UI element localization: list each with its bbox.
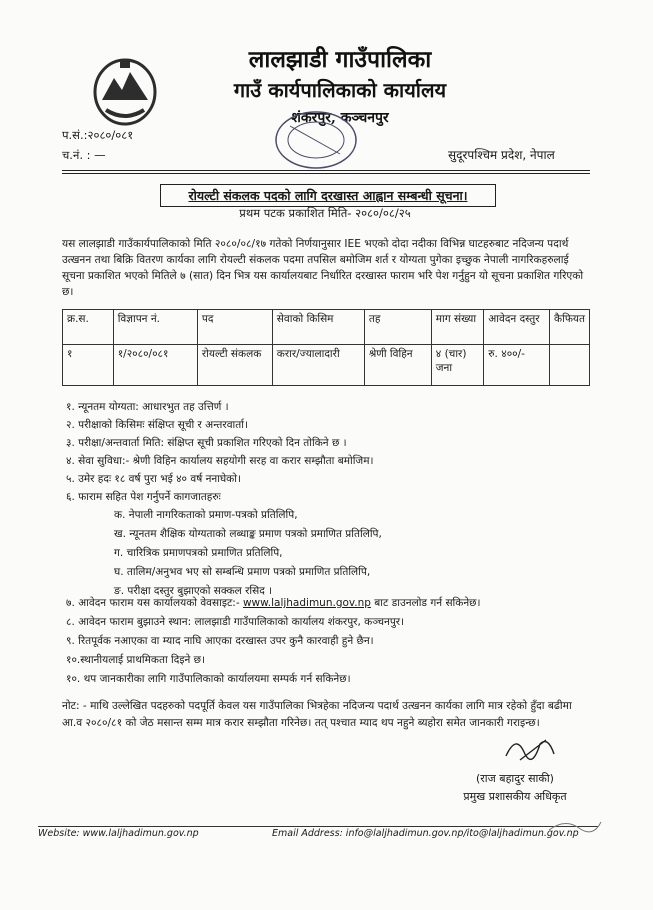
footnote: नोट: - माथि उल्लेखित पदहरुको पदपूर्ति केवल यस गाउँपालिका भित्रहेका नदिजन्य पदार्थ उत्खनन कार्यका लागि मात्र रहेको हुँदा बढीमा आ.व २०८०/८१ को जेठ मसान्त सम्म मात्र करार सम्झौता गरिनेछ। तत् पश्चात म्याद थप नहुने ब्यहोरा समेत जानकारी गराइन्छ। — [62, 700, 572, 729]
list-item: घ. तालिम/अनुभव भए सो सम्बन्धि प्रमाण पत्रको प्रमाणित प्रतिलिपि, — [114, 566, 371, 578]
list-item: १. न्यूनतम योग्यता: आधारभुत तह उत्तिर्ण । — [66, 401, 229, 413]
table-header-cell: आवेदन दस्तुर — [484, 310, 550, 345]
list-item: १०. थप जानकारीका लागि गाउँपालिकाको कार्यालयमा सम्पर्क गर्न सकिनेछ। — [66, 673, 351, 685]
municipality-emblem — [92, 52, 158, 128]
footer-divider — [38, 826, 598, 827]
table-header-cell: कैफियत — [550, 310, 590, 345]
table-cell: रोयल्टी संकलक — [197, 345, 272, 386]
signatory-name: (राज बहादुर साकी) — [476, 772, 554, 785]
list-item: २. परीक्षाको किसिमः संक्षिप्त सूची र अन्तरवार्ता। — [66, 419, 248, 431]
table-cell: १ — [63, 345, 114, 386]
dispatch-number: च.नं. : — — [62, 148, 106, 162]
list-item: ९. रितपूर्वक नआएका वा म्याद नाघि आएका दरखास्त उपर कुनै कारवाही हुने छैन। — [66, 635, 374, 647]
signatory-designation: प्रमुख प्रशासकीय अधिकृत — [463, 790, 567, 803]
header-divider — [62, 170, 590, 171]
list-item: ६. फाराम सहित पेश गर्नुपर्ने कागजातहरुः — [66, 491, 221, 503]
list-item: ग. चारित्रिक प्रमाणपत्रको प्रमाणित प्रतिलिपि, — [114, 547, 283, 559]
signatory-block — [440, 770, 590, 806]
stamp-smudge — [545, 816, 605, 836]
table-header-cell: तह — [364, 310, 431, 345]
additional-conditions-list — [66, 594, 481, 689]
table-cell: रु. ४००/- — [484, 345, 550, 386]
table-cell — [550, 345, 590, 386]
list-item: क. नेपाली नागरिकताको प्रमाण-पत्रको प्रतिलिपि, — [114, 509, 298, 521]
notice-title: रोयल्टी संकलक पदको लागि दरखास्त आह्वान सम्बन्धी सूचना। — [160, 184, 496, 207]
table-cell: १/२०८०/०८१ — [113, 345, 197, 386]
province-name: सुदूरपश्चिम प्रदेश, नेपाल — [448, 148, 555, 162]
office-location: शंकरपुर, कञ्चनपुर — [291, 110, 389, 126]
handwritten-signature — [500, 730, 560, 766]
table-row — [63, 345, 590, 386]
list-item: ङ. परीक्षा दस्तुर बुझाएको सक्कल रसिद । — [114, 585, 273, 597]
footer-website[interactable]: Website: www.laljhadimun.gov.np — [38, 828, 199, 839]
table-header-cell: क्र.स. — [63, 310, 114, 345]
table-header-cell: विज्ञापन नं. — [113, 310, 197, 345]
office-seal-stamp — [270, 108, 362, 172]
footer-email[interactable]: Email Address: info@laljhadimun.gov.np/ito@laljhadimun.gov.np — [272, 828, 579, 839]
publication-date: प्रथम पटक प्रकाशित मिति- २०८०/०८/२५ — [239, 206, 411, 220]
list-item: ख. न्यूनतम शैक्षिक योग्यताको लब्धाङ्क प्रमाण पत्रको प्रमाणित प्रतिलिपि, — [114, 528, 382, 540]
table-cell: श्रेणी विहिन — [364, 345, 431, 386]
municipality-title: लालझाडी गाउँपालिका — [248, 46, 432, 73]
required-documents-list — [114, 506, 382, 601]
table-header-cell: पद — [197, 310, 272, 345]
header-divider-double — [62, 173, 590, 174]
table-cell: ४ (चार) जना — [431, 345, 484, 386]
list-item: ५. उमेर हदः १८ वर्ष पुरा भई ४० वर्ष ननाघेको। — [66, 473, 241, 485]
table-header-cell: माग संख्या — [431, 310, 484, 345]
vacancy-table — [62, 309, 590, 386]
list-item — [66, 594, 481, 613]
website-link[interactable]: www.laljhadimun.gov.np — [242, 597, 371, 609]
reference-number: प.सं.:२०८०/०८१ — [62, 128, 134, 142]
table-cell: करार/ज्यालादारी — [272, 345, 364, 386]
table-header-row — [63, 310, 590, 345]
list-item: १०.स्थानीयलाई प्राथमिकता दिइने छ। — [66, 654, 205, 666]
office-subtitle: गाउँ कार्यपालिकाको कार्यालय — [233, 78, 447, 102]
notice-intro-paragraph: यस लालझाडी गाउँकार्यपालिकाको मिति २०८०/०८/१७ गतेको निर्णयानुसार IEE भएको दोदा नदीका विभिन्न घाटहरुबाट नदिजन्य पदार्थ उत्खनन तथा बिक्रि वितरण कार्यका लागि रोयल्टी संकलक पदमा तपसिल बमोजिम शर्त र योग्यता पुगेका इच्छुक नेपाली नागरिकहरुलाई सूचना प्रकाशित भएको मितिले ७ (सात) दिन भित्र यस कार्यालयबाट निर्धारित दरखास्त फाराम भरि पेश गर्नुहुन यो सूचना प्रकाशित गरिएको छ। — [62, 238, 584, 298]
list-item-text: बाट डाउनलोड गर्न सकिनेछ। — [370, 597, 481, 609]
list-item: ४. सेवा सुविधा:- श्रेणी विहिन कार्यालय सहयोगी सरह वा करार सम्झौता बमोजिम। — [66, 455, 374, 467]
list-item: ८. आवेदन फाराम बुझाउने स्थान: लालझाडी गाउँपालिकाको कार्यालय शंकरपुर, कञ्चनपुर। — [66, 616, 405, 628]
table-header-cell: सेवाको किसिम — [272, 310, 364, 345]
conditions-list — [66, 398, 594, 506]
list-item-text: ७. आवेदन फाराम यस कार्यालयको वेवसाइट:- — [66, 597, 243, 609]
list-item: ३. परीक्षा/अन्तवार्ता मिति: संक्षिप्त सूची प्रकाशित गरिएको दिन तोकिने छ । — [66, 437, 347, 449]
